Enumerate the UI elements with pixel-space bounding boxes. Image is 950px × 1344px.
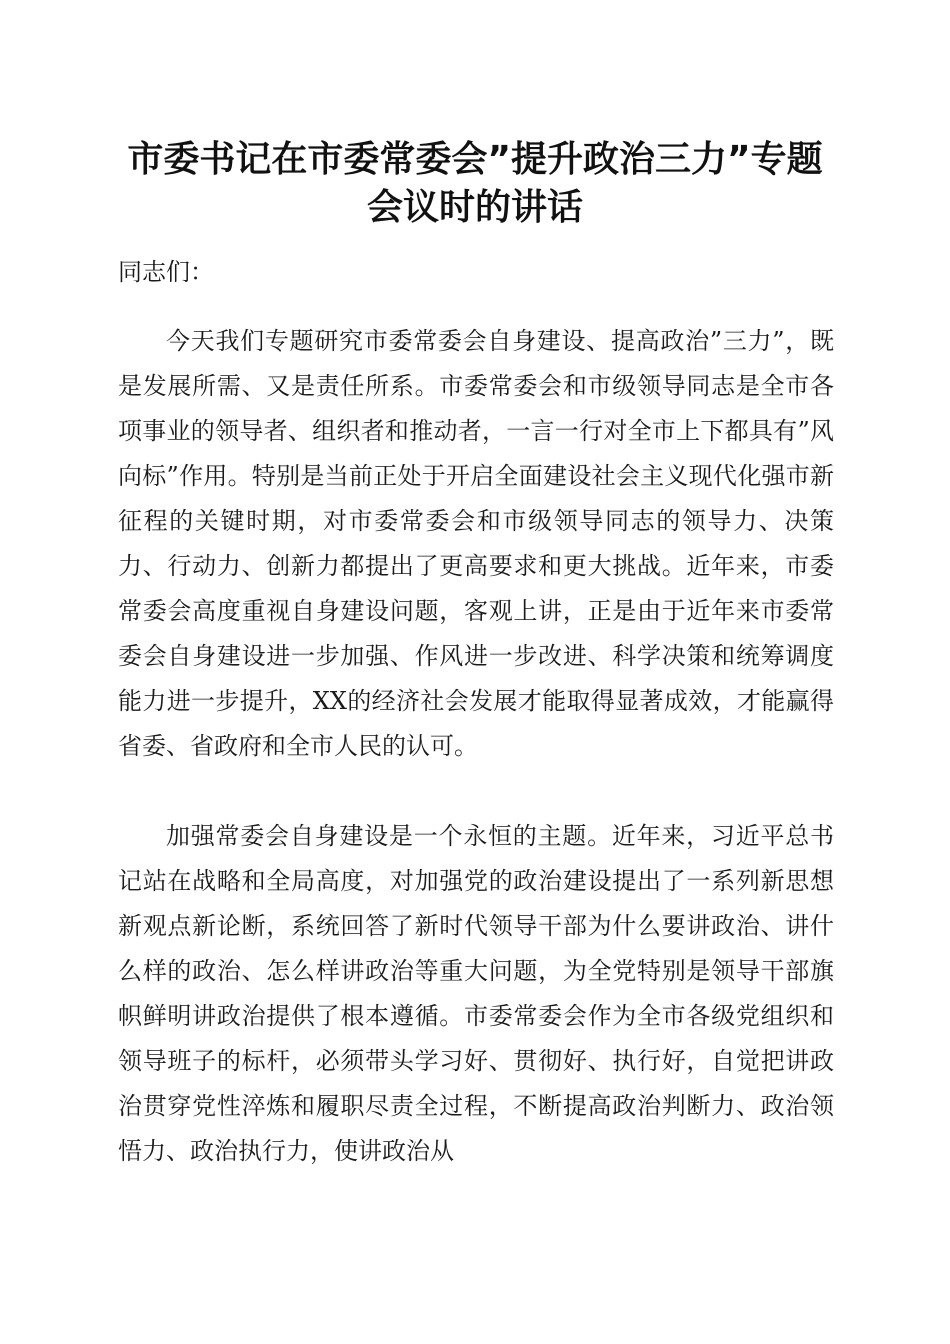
paragraph-2: 加强常委会自身建设是一个永恒的主题。近年来，习近平总书记站在战略和全局高度，对加强党的政治建设提出了一系列新思想新观点新论断，系统回答了新时代领导干部为什么要讲政治、讲什么样的政治、怎么样讲政治等重大问题，为全党特别是领导干部旗帜鲜明讲政治提供了根本遵循。市委常委会作为全市各级党组织和领导班子的标杆，必须带头学习好、贯彻好、执行好，自觉把讲政治贯穿党性淬炼和履职尽责全过程，不断提高政治判断力、政治领悟力、政治执行力，使讲政治从: [118, 822, 834, 1165]
paragraph-1: 今天我们专题研究市委常委会自身建设、提高政治”三力”，既是发展所需、又是责任所系。市委常委会和市级领导同志是全市各项事业的领导者、组织者和推动者，一言一行对全市上下都具有”风向标”作用。特别是当前正处于开启全面建设社会主义现代化强市新征程的关键时期，对市委常委会和市级领导同志的领导力、决策力、行动力、创新力都提出了更高要求和更大挑战。近年来，市委常委会高度重视自身建设问题，客观上讲，正是由于近年来市委常委会自身建设进一步加强、作风进一步改进、科学决策和统筹调度能力进一步提升，XX的经济社会发展才能取得显著成效，才能赢得省委、省政府和全市人民的认可。: [118, 327, 834, 760]
salutation: 同志们：: [118, 258, 214, 286]
document-title-line-1: 市委书记在市委常委会”提升政治三力”专题: [127, 139, 823, 180]
document-title-line-2: 会议时的讲话: [366, 187, 583, 228]
